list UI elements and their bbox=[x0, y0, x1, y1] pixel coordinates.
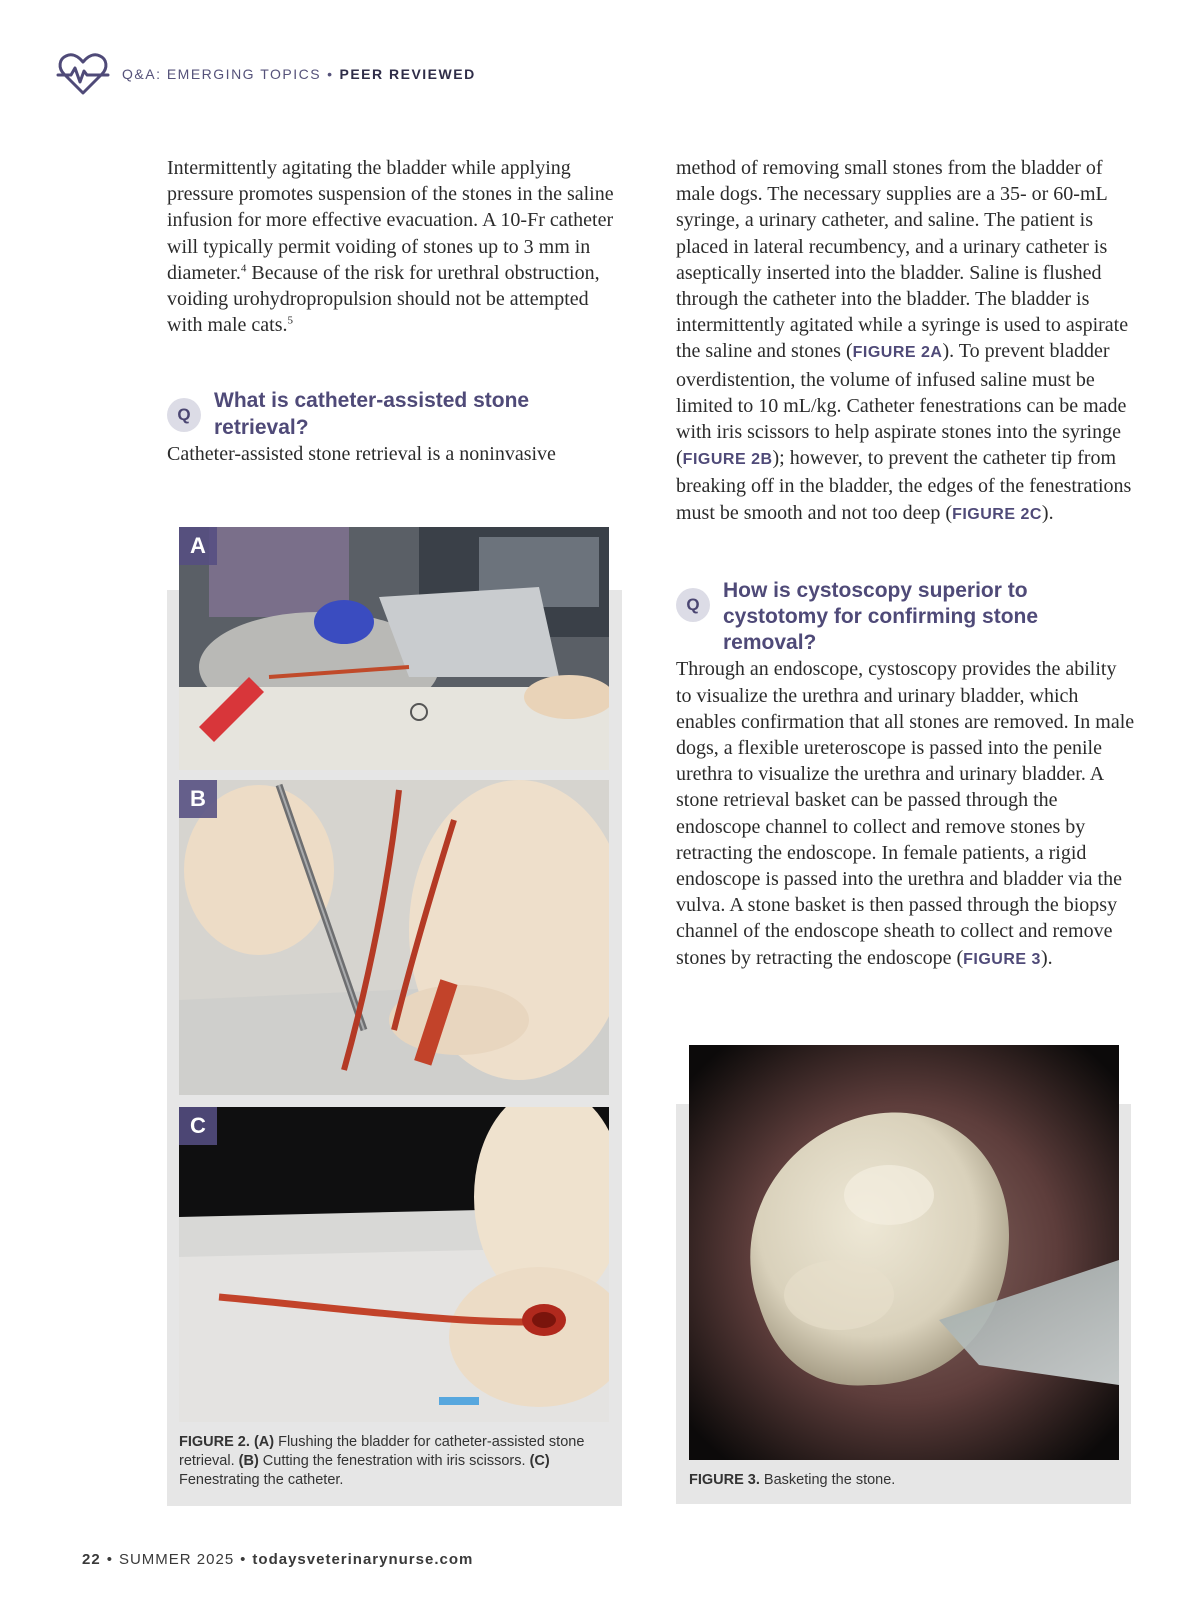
header-review: PEER REVIEWED bbox=[339, 66, 476, 82]
right-paragraph-1 bbox=[676, 155, 1136, 528]
left-column bbox=[167, 155, 625, 467]
footer-separator-1: • bbox=[106, 1551, 113, 1568]
question-title-2: How is cystoscopy superior to cystotomy for confirming stone removal? bbox=[723, 578, 1039, 655]
page-header bbox=[56, 50, 476, 98]
reference-4: 4 bbox=[240, 262, 247, 275]
footer-issue: SUMMER 2025 bbox=[118, 1551, 235, 1568]
left-para1-text: Intermittently agitating the bladder while applying pressure promotes suspension of the stones in the saline infusion for more effective evacuation. A 10-Fr catheter will typically permit voiding of stones up to 3 mm in diameter. bbox=[167, 157, 614, 284]
header-section: Q&A: EMERGING TOPICS bbox=[122, 66, 322, 82]
header-separator: • bbox=[327, 66, 334, 82]
panel-label-b: B bbox=[179, 780, 217, 818]
footer-site: todaysveterinarynurse.com bbox=[252, 1551, 474, 1568]
figure-3-ref: FIGURE 3 bbox=[963, 950, 1041, 968]
cutting-fenestration-image bbox=[179, 780, 609, 1095]
figure-2b-photo bbox=[179, 780, 609, 1095]
right-para1-text: method of removing small stones from the bladder of male dogs. The necessary supplies are a 35- or 60-mL syringe, a urinary catheter, and saline. The patient is placed in lateral recumbency, and a urinary catheter is aseptically inserted into the bladder. Saline is flushed through the catheter into the bladder. The bladder is intermittently agitated while a syringe is used to aspirate the saline and stones ( bbox=[676, 157, 1129, 363]
page-footer bbox=[82, 1551, 473, 1568]
panel-label-a: A bbox=[179, 527, 217, 565]
q-badge: Q bbox=[167, 398, 201, 432]
figure-2a-photo bbox=[179, 527, 609, 770]
right-para1-text-3: ); however, to prevent the catheter tip from breaking off in the bladder, the edges of the fenestrations must be smooth and not too deep ( bbox=[676, 447, 1132, 524]
right-para2-text-2: ). bbox=[1040, 946, 1053, 969]
footer-separator-2: • bbox=[240, 1551, 247, 1568]
right-column bbox=[676, 155, 1136, 973]
left-paragraph-2: Catheter-assisted stone retrieval is a noninvasive bbox=[167, 442, 556, 465]
reference-5: 5 bbox=[287, 314, 294, 327]
header-text bbox=[122, 66, 476, 82]
caption-3-label: FIGURE 3. bbox=[689, 1472, 760, 1488]
caption-2a-text: Flushing the bladder for catheter-assisted stone retrieval. bbox=[179, 1434, 585, 1469]
right-paragraph-2 bbox=[676, 656, 1136, 972]
page-number: 22 bbox=[82, 1551, 101, 1568]
fenestrating-catheter-image bbox=[179, 1107, 609, 1422]
caption-2c-label: (C) bbox=[529, 1453, 550, 1469]
figure-2c-ref: FIGURE 2C bbox=[952, 505, 1042, 523]
caption-3-text: Basketing the stone. bbox=[759, 1472, 896, 1488]
right-para1-text-4: ). bbox=[1041, 501, 1054, 524]
figure-2-caption bbox=[179, 1433, 609, 1490]
left-paragraph-1 bbox=[167, 155, 625, 338]
figure-3-caption bbox=[689, 1471, 1119, 1490]
figure-3-photo bbox=[689, 1045, 1119, 1460]
caption-2b-text: Cutting the fenestration with iris scissors. bbox=[258, 1453, 530, 1469]
right-para1-text-2: ). To prevent bladder overdistention, the volume of infused saline must be limited to 10 mL/kg. Catheter fenestrations can be made with iris scissors to help aspirate stones into the syringe ( bbox=[676, 340, 1127, 470]
figure-2a-ref: FIGURE 2A bbox=[852, 344, 943, 362]
caption-2-label: FIGURE 2. bbox=[179, 1434, 250, 1450]
caption-2c-text: Fenestrating the catheter. bbox=[179, 1472, 344, 1488]
caption-2b-label: (B) bbox=[238, 1453, 259, 1469]
question-heading-1 bbox=[167, 388, 625, 440]
question-title-1: What is catheter-assisted stone retrieval? bbox=[214, 389, 530, 439]
right-para2-text: Through an endoscope, cystoscopy provides the ability to visualize the urethra and urinary bladder, which enables confirmation that all stones are removed. In male dogs, a flexible ureteroscope is passed into the penile urethra to visualize the urethra and urinary bladder. A stone retrieval basket can be passed through the endoscope channel to collect and remove stones by retracting the endoscope. In female patients, a rigid endoscope is passed into the urethra and bladder via the vulva. A stone basket is then passed through the biopsy channel of the endoscope sheath to collect and remove stones by retracting the endoscope ( bbox=[676, 658, 1135, 969]
panel-label-c: C bbox=[179, 1107, 217, 1145]
basketing-stone-image bbox=[689, 1045, 1119, 1460]
heart-pulse-icon bbox=[56, 51, 110, 97]
figure-2b-ref: FIGURE 2B bbox=[682, 451, 773, 469]
left-para1-text-2: Because of the risk for urethral obstruction, voiding urohydropropulsion should not be attempted with male cats. bbox=[167, 261, 600, 337]
figure-2c-photo bbox=[179, 1107, 609, 1422]
q-badge: Q bbox=[676, 588, 710, 622]
question-heading-2 bbox=[676, 578, 1136, 657]
caption-2a-label: (A) bbox=[253, 1434, 275, 1450]
flushing-bladder-image bbox=[179, 527, 609, 770]
